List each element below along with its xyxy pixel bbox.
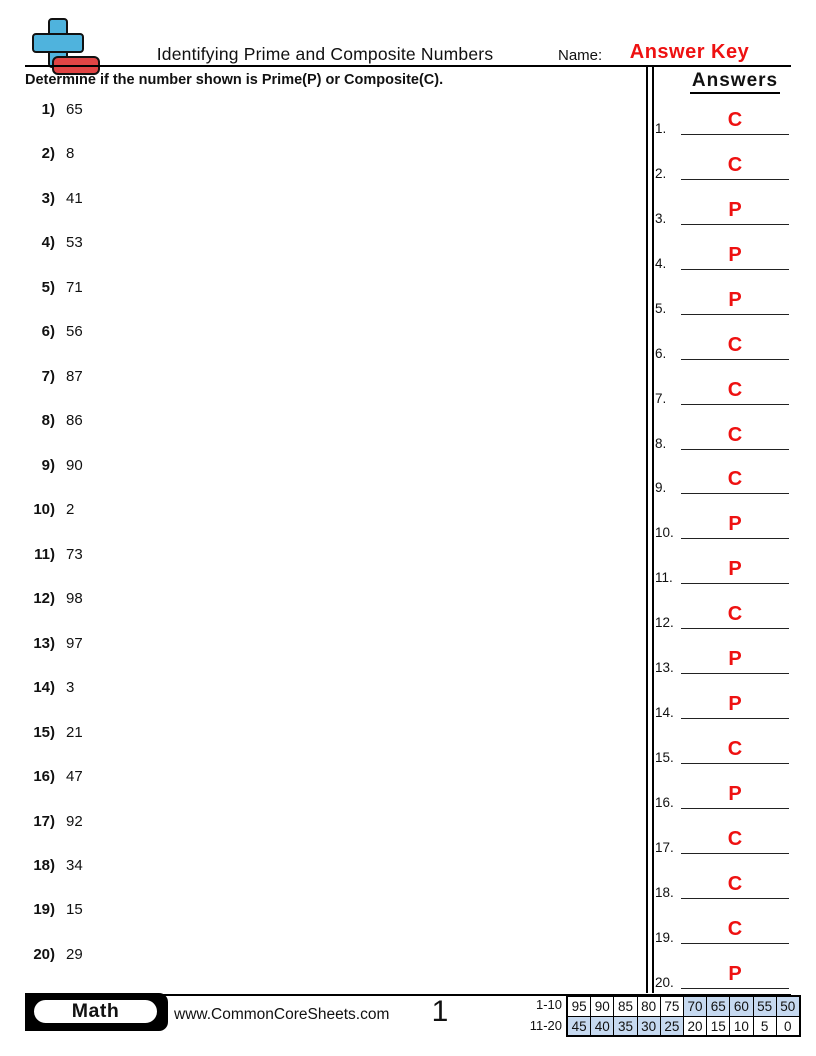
answer-number: 2. <box>655 165 667 181</box>
answer-blank-line <box>681 269 789 270</box>
answer-row <box>652 541 792 586</box>
question-number: 13) <box>33 634 55 652</box>
answer-blank-line <box>681 359 789 360</box>
score-cell: 75 <box>661 997 683 1016</box>
answer-value: P <box>728 513 742 536</box>
answer-blank-line <box>681 179 789 180</box>
question-number: 7) <box>41 367 55 385</box>
question-row <box>25 857 345 901</box>
score-cell: 95 <box>568 997 590 1016</box>
answer-row <box>652 272 792 317</box>
question-row <box>25 190 345 234</box>
answer-value: C <box>727 603 743 626</box>
question-number: 1) <box>41 101 55 118</box>
question-value: 87 <box>66 367 83 385</box>
answer-number: 9. <box>655 480 667 496</box>
answer-blank-line <box>681 808 789 809</box>
question-number: 15) <box>33 723 55 741</box>
question-value: 21 <box>66 723 83 741</box>
score-cell: 30 <box>638 1017 660 1036</box>
question-row <box>25 279 345 323</box>
score-cell: 45 <box>568 1017 590 1036</box>
question-value: 92 <box>66 812 83 830</box>
question-row <box>25 901 345 945</box>
answer-value: C <box>727 917 743 940</box>
score-cell: 90 <box>591 997 613 1016</box>
answers-list <box>652 92 792 991</box>
answer-blank-line <box>681 314 789 315</box>
score-cell: 10 <box>730 1017 752 1036</box>
answer-number: 14. <box>655 705 674 721</box>
score-cell: 25 <box>661 1017 683 1036</box>
answer-value: P <box>728 693 742 716</box>
score-row1-label: 1-10 <box>535 997 562 1012</box>
question-row <box>25 412 345 456</box>
question-row <box>25 724 345 768</box>
answer-row <box>652 182 792 227</box>
question-number: 3) <box>41 189 55 207</box>
answer-number: 6. <box>655 345 667 361</box>
question-row <box>25 234 345 278</box>
question-number: 16) <box>33 768 55 786</box>
score-cell: 55 <box>754 997 776 1016</box>
question-number: 2) <box>41 145 55 163</box>
answer-row <box>652 362 792 407</box>
question-row <box>25 457 345 501</box>
answer-value: C <box>727 108 743 131</box>
answer-row <box>652 92 792 137</box>
answer-number: 5. <box>655 300 667 316</box>
question-value: 98 <box>66 590 83 608</box>
answer-blank-line <box>681 628 789 629</box>
answer-blank-line <box>681 583 789 584</box>
answer-row <box>652 407 792 452</box>
answer-row <box>652 901 792 946</box>
question-value: 29 <box>66 945 83 963</box>
score-cell: 85 <box>614 997 636 1016</box>
answer-value: P <box>728 243 742 266</box>
answer-row <box>652 946 792 991</box>
answer-number: 7. <box>655 390 667 406</box>
answer-number: 1. <box>655 120 667 136</box>
answer-number: 15. <box>655 750 674 766</box>
question-number: 4) <box>41 234 55 252</box>
question-number: 18) <box>33 856 55 874</box>
question-row <box>25 813 345 857</box>
question-value: 2 <box>66 501 75 519</box>
answer-value: C <box>727 738 743 761</box>
answer-blank-line <box>681 718 789 719</box>
question-number: 17) <box>33 812 55 830</box>
answer-blank-line <box>681 988 789 989</box>
plus-icon-center <box>51 36 62 47</box>
question-number: 20) <box>33 945 55 963</box>
answer-value: C <box>727 827 743 850</box>
answer-row <box>652 227 792 272</box>
answer-value: C <box>727 468 743 491</box>
question-number: 19) <box>33 901 55 919</box>
question-number: 8) <box>41 412 55 430</box>
answer-blank-line <box>681 853 789 854</box>
question-row <box>25 501 345 545</box>
answer-number: 17. <box>655 839 674 855</box>
question-number: 10) <box>33 501 55 519</box>
question-row <box>25 679 345 723</box>
score-row2-label: 11-20 <box>529 1017 562 1033</box>
question-number: 6) <box>41 323 55 341</box>
answer-number: 12. <box>655 615 674 631</box>
answer-blank-line <box>681 943 789 944</box>
answer-number: 20. <box>655 974 674 990</box>
website-url: www.CommonCoreSheets.com <box>174 1006 390 1023</box>
score-cell: 5 <box>754 1017 776 1036</box>
answer-value: P <box>728 648 742 671</box>
answer-value: C <box>727 872 743 895</box>
answers-heading: Answers <box>660 70 810 92</box>
answer-row <box>652 586 792 631</box>
score-cell: 60 <box>730 997 752 1016</box>
question-row <box>25 546 345 590</box>
question-value: 34 <box>66 856 83 874</box>
answer-blank-line <box>681 898 789 899</box>
answer-value: P <box>728 558 742 581</box>
question-number: 5) <box>41 278 55 296</box>
question-number: 11) <box>34 545 55 563</box>
question-value: 90 <box>66 456 83 474</box>
question-value: 53 <box>66 234 83 252</box>
answer-blank-line <box>681 538 789 539</box>
questions-list <box>25 101 345 990</box>
answer-number: 18. <box>655 884 674 900</box>
answer-number: 8. <box>655 435 667 451</box>
answer-value: C <box>727 333 743 356</box>
question-value: 8 <box>66 145 75 163</box>
answer-row <box>652 496 792 541</box>
header-divider <box>25 65 791 67</box>
score-cell: 50 <box>777 997 799 1016</box>
question-value: 3 <box>66 679 75 697</box>
name-value-answer-key: Answer Key <box>629 41 750 63</box>
question-number: 9) <box>41 456 55 474</box>
answer-value: C <box>727 153 743 176</box>
answer-number: 3. <box>655 210 667 226</box>
page-number: 1 <box>431 995 449 1028</box>
question-row <box>25 635 345 679</box>
score-cell: 35 <box>614 1017 636 1036</box>
answer-value: P <box>728 198 742 221</box>
answer-row <box>652 766 792 811</box>
question-row <box>25 368 345 412</box>
answer-blank-line <box>681 134 789 135</box>
answer-value: P <box>728 962 742 985</box>
question-row <box>25 145 345 189</box>
subject-badge <box>25 993 168 1031</box>
score-cell: 65 <box>707 997 729 1016</box>
question-row <box>25 101 345 145</box>
question-number: 12) <box>33 590 55 608</box>
answer-row <box>652 676 792 721</box>
answer-row <box>652 721 792 766</box>
answer-row <box>652 317 792 362</box>
score-cell: 80 <box>638 997 660 1016</box>
score-cell: 15 <box>707 1017 729 1036</box>
answer-number: 11. <box>655 570 673 586</box>
answer-value: P <box>728 288 742 311</box>
answer-blank-line <box>681 763 789 764</box>
page-title: Identifying Prime and Composite Numbers <box>156 44 494 64</box>
answer-row <box>652 137 792 182</box>
question-value: 65 <box>66 101 83 118</box>
question-value: 15 <box>66 901 83 919</box>
question-number: 14) <box>33 679 55 697</box>
score-row-labels <box>500 995 562 1036</box>
answer-row <box>652 811 792 856</box>
question-value: 86 <box>66 412 83 430</box>
question-value: 47 <box>66 768 83 786</box>
question-value: 56 <box>66 323 83 341</box>
answer-number: 10. <box>655 525 674 541</box>
answer-blank-line <box>681 449 789 450</box>
question-row <box>25 946 345 990</box>
answer-blank-line <box>681 224 789 225</box>
question-row <box>25 590 345 634</box>
score-cell: 40 <box>591 1017 613 1036</box>
score-cell: 20 <box>684 1017 706 1036</box>
answer-value: C <box>727 378 743 401</box>
answer-number: 19. <box>655 929 674 945</box>
question-row <box>25 768 345 812</box>
instruction-text: Determine if the number shown is Prime(P) or Composite(C). <box>25 72 444 88</box>
question-value: 97 <box>66 634 83 652</box>
score-cell: 0 <box>777 1017 799 1036</box>
question-value: 71 <box>66 278 83 296</box>
question-row <box>25 323 345 367</box>
question-value: 41 <box>66 189 83 207</box>
commoncoresheets-logo <box>28 18 94 72</box>
answer-blank-line <box>681 673 789 674</box>
score-table <box>566 995 801 1037</box>
answer-row <box>652 452 792 497</box>
answer-number: 16. <box>655 795 674 810</box>
answer-number: 13. <box>655 660 674 676</box>
answer-row <box>652 856 792 901</box>
name-label: Name: <box>558 47 603 64</box>
answer-value: C <box>727 423 743 446</box>
answer-row <box>652 631 792 676</box>
question-value: 73 <box>66 545 83 563</box>
score-cell: 70 <box>684 997 706 1016</box>
answer-blank-line <box>681 404 789 405</box>
answer-blank-line <box>681 493 789 494</box>
answer-number: 4. <box>655 255 667 271</box>
answer-value: P <box>728 783 742 805</box>
subject-label: Math <box>32 998 159 1025</box>
